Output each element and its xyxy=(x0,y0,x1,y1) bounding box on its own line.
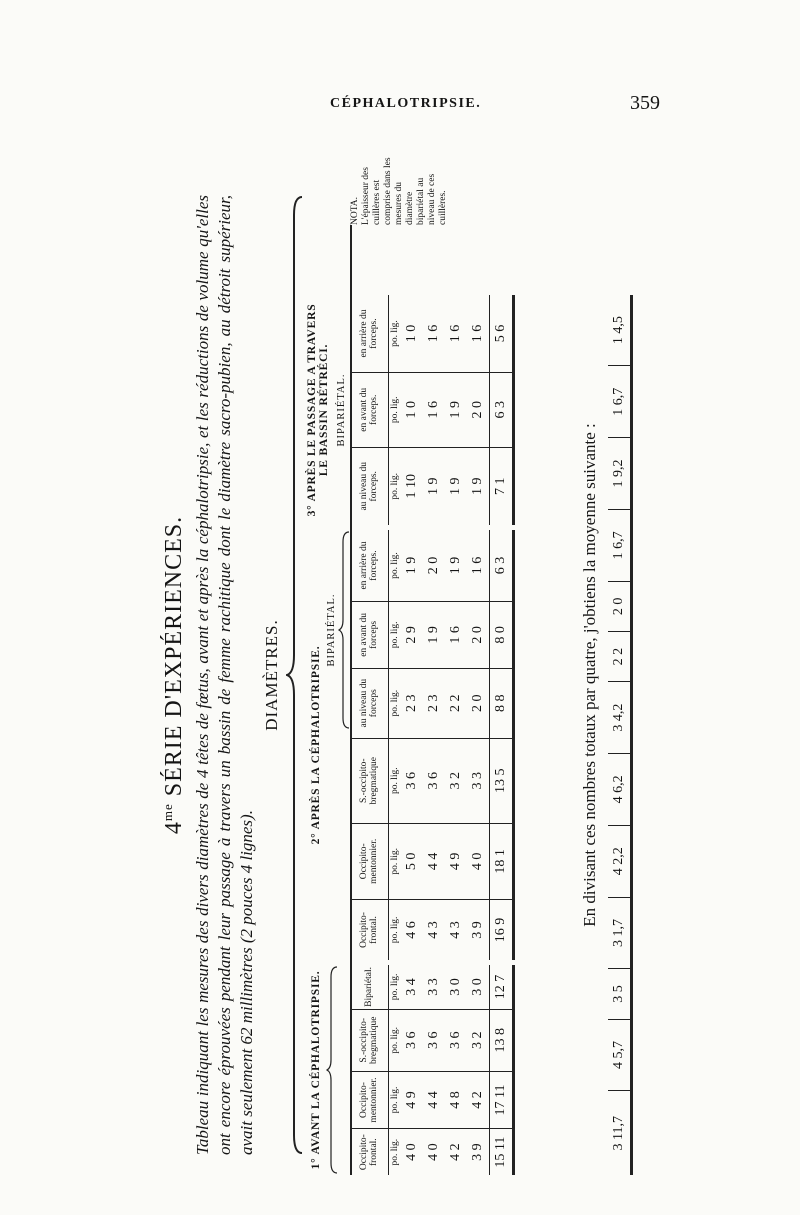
table-row xyxy=(401,295,423,525)
rotated-content xyxy=(160,125,660,1175)
series-title: $4^{me}$ SÉRIE D'EXPÉRIENCES. xyxy=(160,515,187,835)
section-before-brace xyxy=(326,965,338,1175)
column-header: au niveau du forceps xyxy=(350,668,389,738)
table-cell: 2 9 xyxy=(401,602,423,669)
total-cell: 8 0 xyxy=(490,602,514,669)
before-table xyxy=(350,965,515,1175)
table-cell: 4 2 xyxy=(448,1143,463,1161)
average-cell: 4 6,2 xyxy=(608,754,632,826)
table-cell: 1 9 xyxy=(470,477,485,496)
total-cell: 6 3 xyxy=(490,373,514,447)
averages-row xyxy=(608,295,632,1175)
table-cell: 1 10 xyxy=(404,474,419,499)
total-cell: 17 11 xyxy=(490,1071,514,1129)
table-cell: 1 6 xyxy=(467,530,490,602)
table-cell: 2 3 xyxy=(401,668,423,738)
table-cell: 3 3 xyxy=(423,965,445,1009)
table-cell: 2 0 xyxy=(423,530,445,602)
table-cell: 3 2 xyxy=(467,1009,490,1071)
unit-cell: po. lig. xyxy=(389,668,402,738)
running-title: CÉPHALOTRIPSIE. xyxy=(330,96,482,111)
total-cell: 5 6 xyxy=(490,295,514,373)
table-cell: 1 9 xyxy=(423,602,445,669)
table-cell: 3 9 xyxy=(470,921,485,939)
unit-cell: po. lig. xyxy=(390,472,400,500)
total-cell: 12 7 xyxy=(490,965,514,1009)
table-cell: 1 9 xyxy=(445,530,467,602)
table-cell: 4 6 xyxy=(404,921,419,939)
table-cell: 3 6 xyxy=(445,1009,467,1071)
average-cell: 2 0 xyxy=(608,581,632,631)
table-cell: 1 6 xyxy=(467,295,490,373)
section-before-title: 1° AVANT LA CÉPHALOTRIPSIE. xyxy=(310,970,322,1170)
column-header: Bipariétal. xyxy=(350,965,389,1009)
totals-row xyxy=(490,295,514,525)
table-cell: 3 4 xyxy=(401,965,423,1009)
average-cell: 1 6,7 xyxy=(608,509,632,581)
table-row xyxy=(423,295,445,525)
totals-row xyxy=(490,965,514,1175)
total-cell: 16 9 xyxy=(490,899,514,960)
table-cell: 2 2 xyxy=(445,668,467,738)
average-cell: 3 5 xyxy=(608,969,632,1019)
table-row xyxy=(467,530,490,960)
total-cell: 15 11 xyxy=(490,1129,514,1175)
column-header: Occipito-frontal. xyxy=(350,1129,389,1175)
table-cell: 1 9 xyxy=(448,477,463,496)
average-cell: 2 2 xyxy=(608,631,632,681)
table-cell: 1 0 xyxy=(401,295,423,373)
table-cell: 4 4 xyxy=(423,823,445,899)
column-header: en avant du forceps. xyxy=(350,373,389,447)
table-cell: 3 6 xyxy=(423,738,445,823)
table-cell: 5 0 xyxy=(401,823,423,899)
column-header: en arrière du forceps. xyxy=(350,295,389,373)
averages-table xyxy=(608,295,633,1175)
page-header xyxy=(330,92,660,122)
units-row xyxy=(389,530,402,960)
unit-cell: po. lig. xyxy=(389,530,402,602)
totals-row xyxy=(490,530,514,960)
average-cell: 4 5,7 xyxy=(608,1019,632,1091)
unit-cell: po. lig. xyxy=(389,738,402,823)
table-cell: 2 0 xyxy=(467,668,490,738)
conclusion-text: En divisant ces nombres totaux par quatre, j'obtiens la moyenne suivante : xyxy=(580,423,599,927)
table-cell: 2 0 xyxy=(467,373,490,447)
main-brace xyxy=(286,195,304,1155)
total-cell: 8 8 xyxy=(490,668,514,738)
column-header: Occipito-mentonnier. xyxy=(350,823,389,899)
column-header: en avant du forceps xyxy=(350,602,389,669)
average-cell: 3 1,7 xyxy=(608,897,632,969)
table-cell: 4 3 xyxy=(448,921,463,939)
table-row xyxy=(445,530,467,960)
table-row xyxy=(401,530,423,960)
average-cell: 1 9,2 xyxy=(608,438,632,510)
table-row xyxy=(445,295,467,525)
table-cell: 4 9 xyxy=(445,823,467,899)
diametres-heading: DIAMÈTRES. xyxy=(262,619,281,731)
average-cell: 3 4,2 xyxy=(608,682,632,754)
table-cell: 1 9 xyxy=(426,477,441,496)
table-cell: 2 3 xyxy=(423,668,445,738)
table-cell: 4 2 xyxy=(467,1071,490,1129)
table-cell: 4 0 xyxy=(467,823,490,899)
table-cell: 3 6 xyxy=(423,1009,445,1071)
nota-note: NOTA. L'épaisseur des cuillères est comprise dans les mesures du diamètre bipariétal au niveau de ces cuillères. xyxy=(350,157,448,225)
section-after-title: 2° APRÈS LA CÉPHALOTRIPSIE. xyxy=(310,645,322,845)
table-cell: 4 9 xyxy=(401,1071,423,1129)
table-cell: 4 0 xyxy=(404,1143,419,1161)
table-cell: 3 2 xyxy=(445,738,467,823)
column-header: en arrière du forceps. xyxy=(350,530,389,602)
total-cell: 6 3 xyxy=(490,530,514,602)
table-cell: 3 0 xyxy=(467,965,490,1009)
unit-cell: po. lig. xyxy=(389,373,402,447)
after-table xyxy=(350,530,515,960)
column-header: au niveau du forceps. xyxy=(350,447,389,525)
after-biparietal-brace xyxy=(338,530,350,730)
unit-cell: po. lig. xyxy=(390,1138,400,1166)
table-cell: 3 6 xyxy=(401,738,423,823)
table-cell: 4 3 xyxy=(426,921,441,939)
table-caption: Tableau indiquant les mesures des divers diamètres de 4 têtes de fœtus, avant et après la céphalotripsie, et les réductions de volume qu'elles ont encore éprouvées pendant leur passage à travers un bassin de femme rachitique dont le diamètre sacro-pubien, au détroit supérieur, avait seulement 62 millimètres (2 pouces 4 lignes). xyxy=(193,195,256,1155)
table-cell: 3 6 xyxy=(401,1009,423,1071)
table-cell: 3 0 xyxy=(445,965,467,1009)
unit-cell: po. lig. xyxy=(389,1071,402,1129)
table-cell: 1 9 xyxy=(445,373,467,447)
total-cell: 13 5 xyxy=(490,738,514,823)
table-cell: 1 9 xyxy=(401,530,423,602)
units-row xyxy=(389,965,402,1175)
table-row xyxy=(401,965,423,1175)
column-header: Occipito-mentonnier. xyxy=(350,1071,389,1129)
table-cell: 3 9 xyxy=(470,1143,485,1161)
column-header: Occipito-frontal. xyxy=(350,899,389,960)
total-cell: 7 1 xyxy=(490,447,514,525)
table-cell: 4 0 xyxy=(426,1143,441,1161)
unit-cell: po. lig. xyxy=(389,965,402,1009)
units-row xyxy=(389,295,402,525)
after-biparietal-label: BIPARIÉTAL. xyxy=(326,593,337,667)
table-cell: 4 4 xyxy=(423,1071,445,1129)
unit-cell: po. lig. xyxy=(389,823,402,899)
table-cell: 1 6 xyxy=(423,373,445,447)
table-row xyxy=(423,530,445,960)
unit-cell: po. lig. xyxy=(389,1009,402,1071)
table-cell: 4 8 xyxy=(445,1071,467,1129)
table-cell: 2 0 xyxy=(467,602,490,669)
table-row xyxy=(467,295,490,525)
table-row xyxy=(445,965,467,1175)
unit-cell: po. lig. xyxy=(389,602,402,669)
passage-table xyxy=(350,295,515,525)
table-cell: 3 3 xyxy=(467,738,490,823)
average-cell: 4 2,2 xyxy=(608,825,632,897)
section-passage-title: 3° APRÈS LE PASSAGE A TRAVERS LE BASSIN RÉTRÉCI. xyxy=(306,303,330,517)
column-header: S.-occipito-bregmatique xyxy=(350,738,389,823)
table-cell: 1 0 xyxy=(401,373,423,447)
table-cell: 1 6 xyxy=(445,602,467,669)
table-row xyxy=(423,965,445,1175)
total-cell: 13 8 xyxy=(490,1009,514,1071)
unit-cell: po. lig. xyxy=(390,916,400,944)
average-cell: 1 6,7 xyxy=(608,366,632,438)
passage-biparietal-label: BIPARIÉTAL. xyxy=(336,373,347,447)
column-header: S.-occipito-bregmatique xyxy=(350,1009,389,1071)
total-cell: 18 1 xyxy=(490,823,514,899)
table-cell: 1 6 xyxy=(423,295,445,373)
unit-cell: po. lig. xyxy=(389,295,402,373)
average-cell: 1 4,5 xyxy=(608,295,632,366)
average-cell: 3 11,7 xyxy=(608,1091,632,1175)
page-number: 359 xyxy=(630,92,660,114)
table-cell: 1 6 xyxy=(445,295,467,373)
table-row xyxy=(467,965,490,1175)
